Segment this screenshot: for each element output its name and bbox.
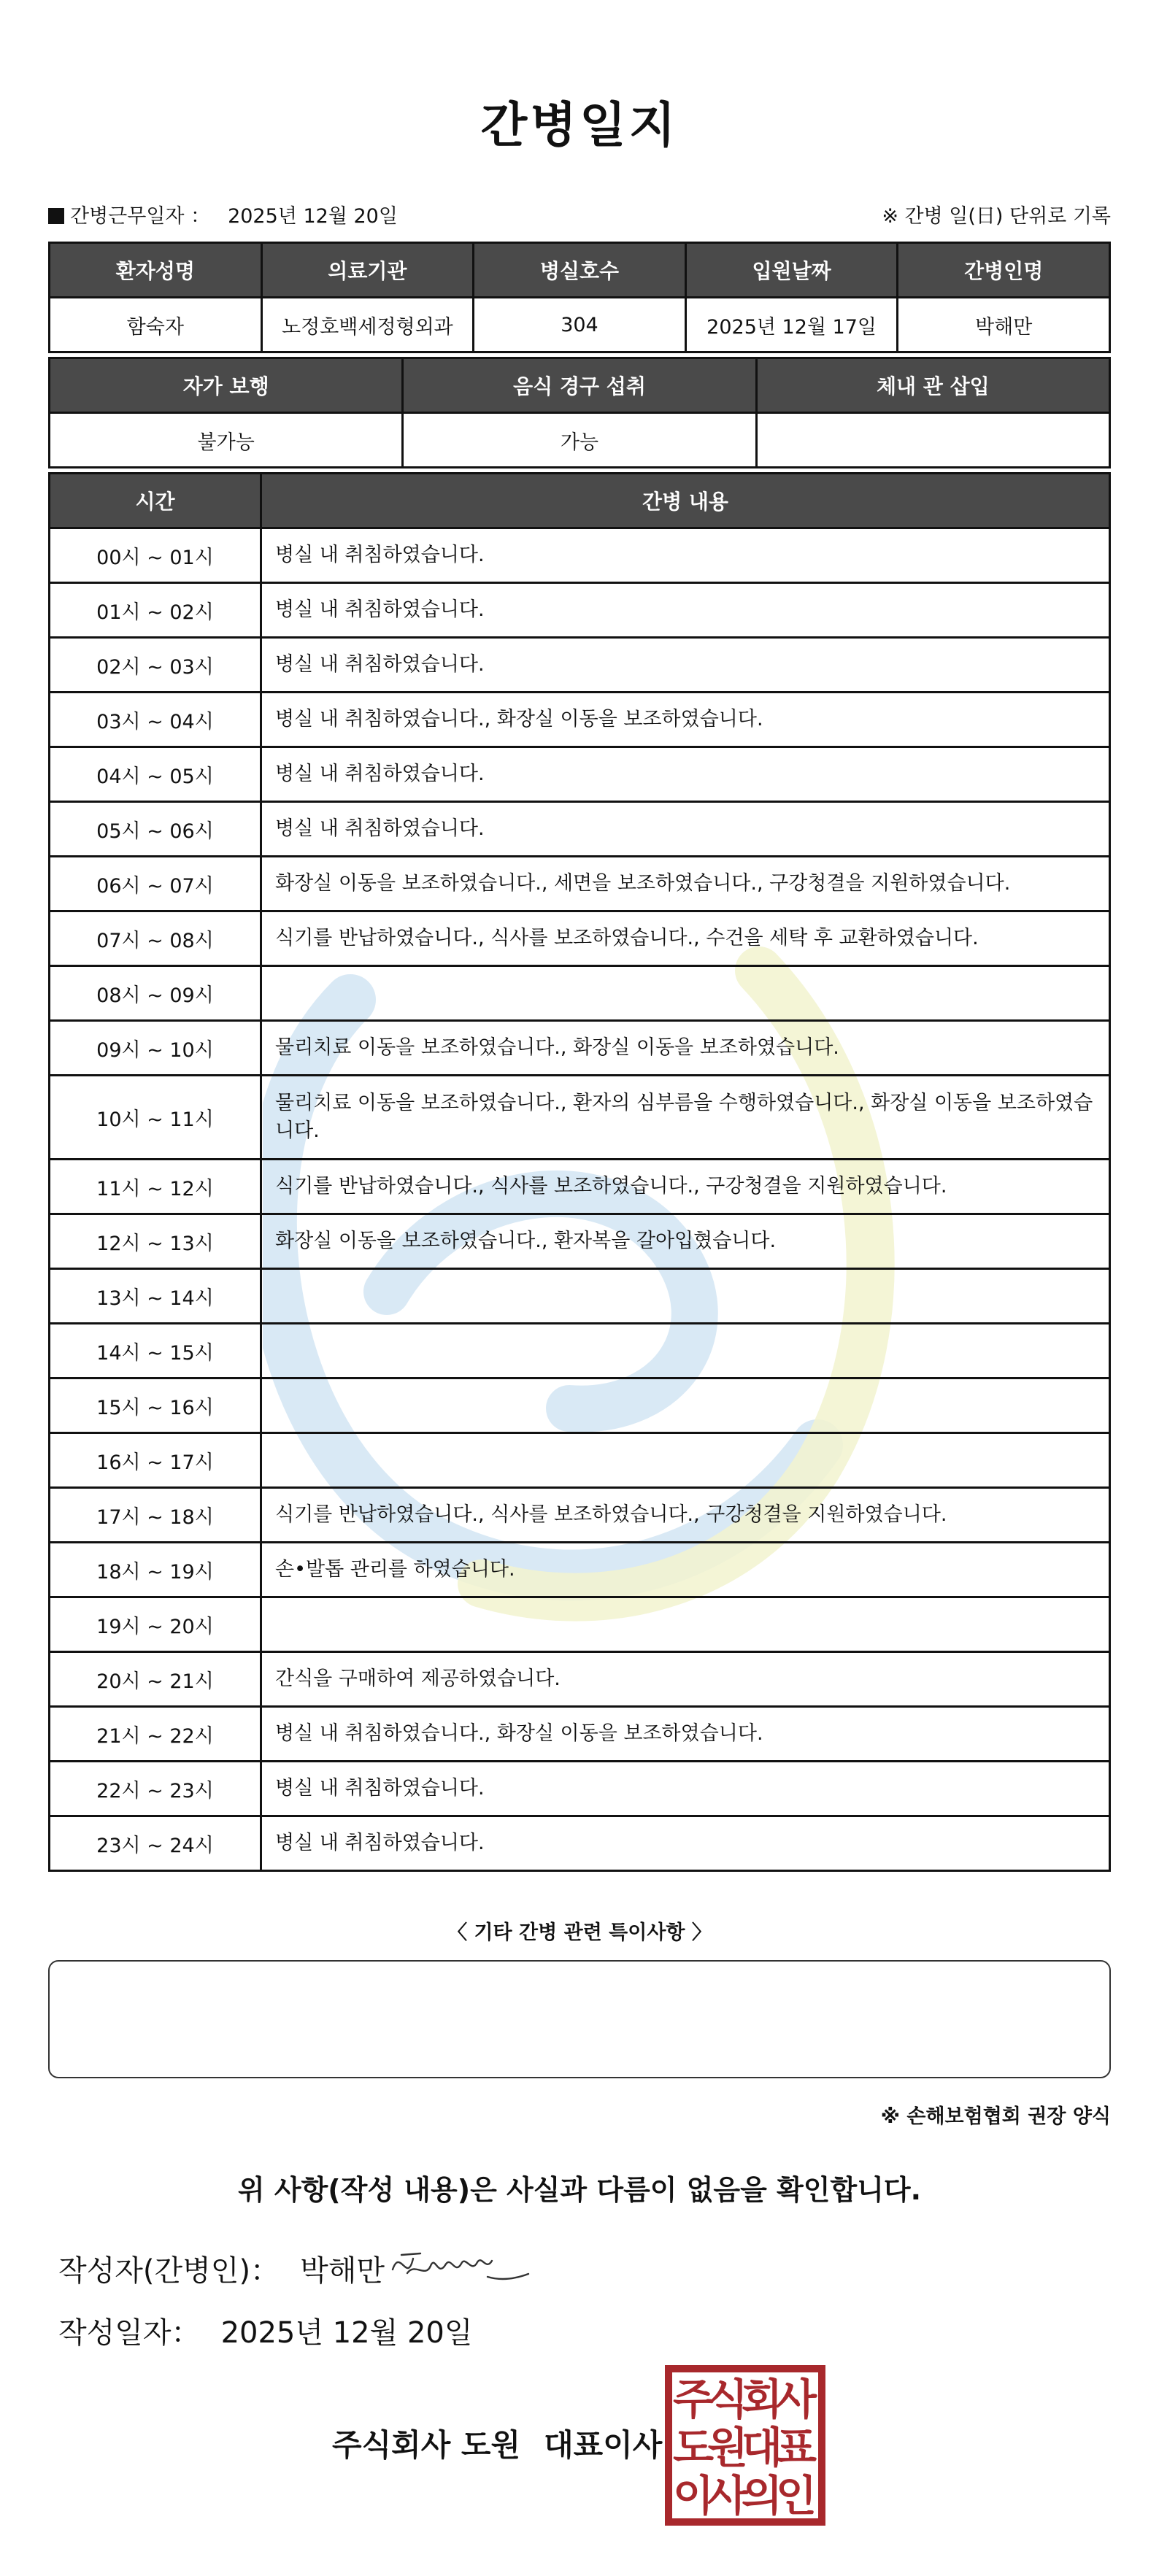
svg-text:의: 의 [741, 2471, 783, 2521]
header-admission-date: 입원날짜 [685, 243, 898, 298]
work-date-label: 간병근무일자 ： [70, 205, 211, 228]
header-time: 시간 [50, 474, 261, 528]
room-number: 304 [474, 298, 686, 352]
care-content: 병실 내 취침하였습니다., 화장실 이동을 보조하였습니다. [261, 1707, 1110, 1762]
other-notes-label: 〈 기타 간병 관련 특이사항 〉 [447, 1921, 712, 1944]
time-slot: 09시 ~ 10시 [50, 1021, 261, 1076]
table-row [50, 1597, 1110, 1652]
svg-text:회: 회 [741, 2375, 783, 2424]
care-content: 병실 내 취침하였습니다. [261, 1762, 1110, 1816]
care-content [261, 1433, 1110, 1488]
care-content [261, 1597, 1110, 1652]
table-row [50, 1076, 1110, 1160]
svg-text:주: 주 [672, 2375, 715, 2424]
svg-text:대: 대 [741, 2423, 783, 2472]
time-slot: 02시 ~ 03시 [50, 638, 261, 693]
care-content: 병실 내 취침하였습니다. [261, 747, 1110, 802]
table-row [50, 1324, 1110, 1378]
table-row [50, 857, 1110, 911]
care-log-header-row [50, 474, 1110, 528]
time-slot: 01시 ~ 02시 [50, 583, 261, 638]
time-slot: 04시 ~ 05시 [50, 747, 261, 802]
time-slot: 10시 ~ 11시 [50, 1076, 261, 1160]
time-slot: 13시 ~ 14시 [50, 1269, 261, 1324]
time-slot: 20시 ~ 21시 [50, 1652, 261, 1707]
table-row [50, 583, 1110, 638]
write-date-label: 작성일자： [58, 2316, 201, 2350]
time-slot: 06시 ~ 07시 [50, 857, 261, 911]
header-tube-insertion: 체내 관 삽입 [756, 358, 1109, 413]
svg-text:이: 이 [672, 2471, 715, 2521]
table-row [50, 1652, 1110, 1707]
svg-text:도: 도 [672, 2423, 715, 2472]
svg-text:식: 식 [706, 2375, 749, 2424]
table-row [50, 1707, 1110, 1762]
patient-info-table [48, 242, 1111, 353]
time-slot: 18시 ~ 19시 [50, 1543, 261, 1597]
care-content: 병실 내 취침하였습니다. [261, 638, 1110, 693]
care-content [261, 966, 1110, 1021]
table-row [50, 1269, 1110, 1324]
svg-text:사: 사 [706, 2471, 749, 2521]
header-room-number: 병실호수 [474, 243, 686, 298]
write-date-line [58, 2310, 473, 2351]
header-patient-name: 환자성명 [50, 243, 262, 298]
hospital-name: 노정호백세정형외과 [261, 298, 474, 352]
recommended-form-note: ※ 손해보험협회 권장 양식 [880, 2105, 1111, 2128]
time-slot: 21시 ~ 22시 [50, 1707, 261, 1762]
table-row [50, 528, 1110, 583]
patient-info-value-row [50, 298, 1110, 352]
care-content: 화장실 이동을 보조하였습니다., 세면을 보조하였습니다., 구강청결을 지원하였습니다. [261, 857, 1110, 911]
time-slot: 07시 ~ 08시 [50, 911, 261, 966]
table-row [50, 693, 1110, 747]
writer-name: 박해만 [300, 2254, 385, 2288]
care-content: 병실 내 취침하였습니다. [261, 528, 1110, 583]
care-content: 병실 내 취침하였습니다. [261, 1816, 1110, 1871]
confirmation-statement: 위 사항(작성 내용)은 사실과 다름이 없음을 확인합니다. [237, 2174, 922, 2206]
patient-status-header-row [50, 358, 1110, 413]
care-content: 손•발톱 관리를 하였습니다. [261, 1543, 1110, 1597]
record-unit-note: ※ 간병 일(日) 단위로 기록 [882, 205, 1111, 228]
time-slot: 14시 ~ 15시 [50, 1324, 261, 1378]
care-log-table [48, 472, 1111, 1872]
table-row [50, 1816, 1110, 1871]
table-row [50, 1543, 1110, 1597]
table-row [50, 1433, 1110, 1488]
table-row [50, 1762, 1110, 1816]
table-row [50, 1214, 1110, 1269]
page-title: 간병일지 [480, 97, 679, 153]
svg-text:인: 인 [775, 2471, 817, 2521]
company-seal [664, 2364, 826, 2526]
writer-line [58, 2248, 385, 2289]
care-content: 식기를 반납하였습니다., 식사를 보조하였습니다., 수건을 세탁 후 교환하였습니다. [261, 911, 1110, 966]
table-row [50, 638, 1110, 693]
care-content: 병실 내 취침하였습니다., 화장실 이동을 보조하였습니다. [261, 693, 1110, 747]
tube-insertion-value [756, 413, 1109, 468]
svg-text:표: 표 [775, 2423, 817, 2472]
table-row [50, 1021, 1110, 1076]
care-content [261, 1324, 1110, 1378]
care-content [261, 1269, 1110, 1324]
header-care-content: 간병 내용 [261, 474, 1110, 528]
time-slot: 19시 ~ 20시 [50, 1597, 261, 1652]
header-self-walking: 자가 보행 [50, 358, 403, 413]
work-date [48, 200, 398, 228]
square-bullet-icon [48, 208, 64, 224]
time-slot: 17시 ~ 18시 [50, 1488, 261, 1543]
svg-text:사: 사 [775, 2375, 817, 2424]
care-content: 물리치료 이동을 보조하였습니다., 화장실 이동을 보조하였습니다. [261, 1021, 1110, 1076]
patient-name: 함숙자 [50, 298, 262, 352]
handwritten-signature [385, 2233, 531, 2291]
caregiver-name: 박해만 [898, 298, 1110, 352]
patient-status-table [48, 357, 1111, 468]
time-slot: 15시 ~ 16시 [50, 1378, 261, 1433]
patient-status-value-row [50, 413, 1110, 468]
care-content: 식기를 반납하였습니다., 식사를 보조하였습니다., 구강청결을 지원하였습니다. [261, 1488, 1110, 1543]
care-content: 화장실 이동을 보조하였습니다., 환자복을 갈아입혔습니다. [261, 1214, 1110, 1269]
work-date-value: 2025년 12월 20일 [228, 205, 398, 228]
company-line [332, 2421, 662, 2465]
other-notes-box [48, 1960, 1111, 2078]
time-slot: 05시 ~ 06시 [50, 802, 261, 857]
table-row [50, 1160, 1110, 1214]
table-row [50, 1488, 1110, 1543]
table-row [50, 747, 1110, 802]
care-content: 물리치료 이동을 보조하였습니다., 환자의 심부름을 수행하였습니다., 화장실 이동을 보조하였습니다. [261, 1076, 1110, 1160]
patient-info-header-row [50, 243, 1110, 298]
time-slot: 23시 ~ 24시 [50, 1816, 261, 1871]
care-content: 식기를 반납하였습니다., 식사를 보조하였습니다., 구강청결을 지원하였습니다. [261, 1160, 1110, 1214]
svg-text:원: 원 [706, 2423, 749, 2472]
time-slot: 16시 ~ 17시 [50, 1433, 261, 1488]
self-walking-value: 불가능 [50, 413, 403, 468]
ceo-title: 대표이사 [544, 2427, 663, 2463]
header-oral-intake: 음식 경구 섭취 [403, 358, 756, 413]
company-name: 주식회사 도원 [332, 2427, 521, 2463]
time-slot: 22시 ~ 23시 [50, 1762, 261, 1816]
write-date-value: 2025년 12월 20일 [220, 2316, 473, 2350]
time-slot: 12시 ~ 13시 [50, 1214, 261, 1269]
table-row [50, 911, 1110, 966]
time-slot: 00시 ~ 01시 [50, 528, 261, 583]
care-content: 간식을 구매하여 제공하였습니다. [261, 1652, 1110, 1707]
time-slot: 11시 ~ 12시 [50, 1160, 261, 1214]
table-row [50, 802, 1110, 857]
time-slot: 03시 ~ 04시 [50, 693, 261, 747]
table-row [50, 1378, 1110, 1433]
table-row [50, 966, 1110, 1021]
header-caregiver-name: 간병인명 [898, 243, 1110, 298]
admission-date: 2025년 12월 17일 [685, 298, 898, 352]
care-content [261, 1378, 1110, 1433]
care-content: 병실 내 취침하였습니다. [261, 802, 1110, 857]
care-content: 병실 내 취침하였습니다. [261, 583, 1110, 638]
header-hospital: 의료기관 [261, 243, 474, 298]
oral-intake-value: 가능 [403, 413, 756, 468]
time-slot: 08시 ~ 09시 [50, 966, 261, 1021]
writer-label: 작성자(간병인)： [58, 2254, 280, 2288]
